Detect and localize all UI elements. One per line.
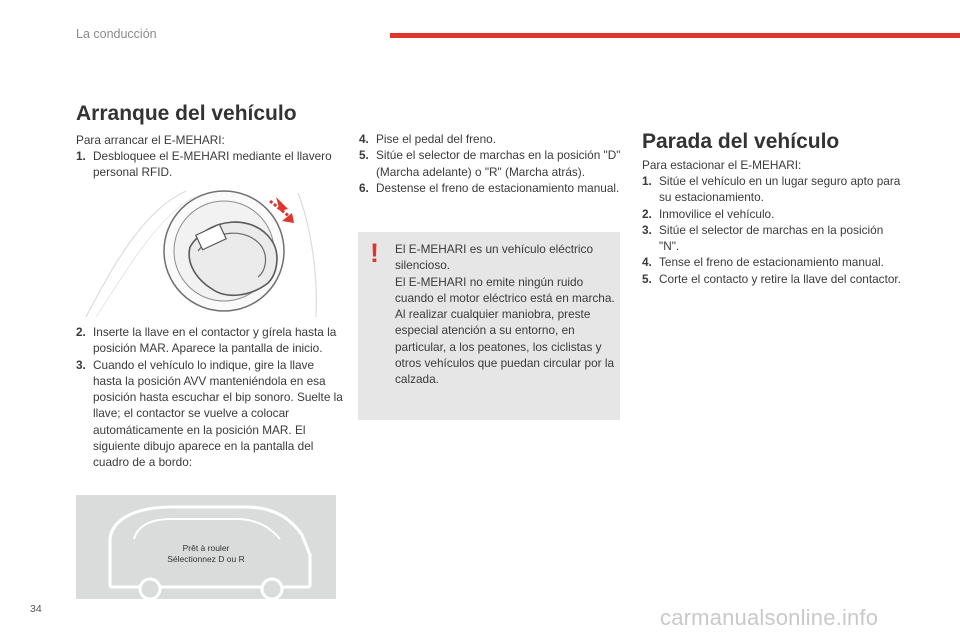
- list-item: [76, 324, 344, 357]
- step-text: Desbloquee el E-MEHARI mediante el llavero personal RFID.: [93, 149, 332, 180]
- start-steps-part2: [76, 324, 344, 471]
- step-text: Destense el freno de estacionamiento manual.: [376, 180, 620, 195]
- ignition-key-icon: [76, 189, 336, 319]
- list-item: [359, 131, 621, 147]
- list-item: [359, 180, 621, 196]
- step-text: Sitúe el selector de marchas en la posición "D" (Marcha adelante) o "R" (Marcha atrás).: [376, 148, 621, 179]
- step-text: Tense el freno de estacionamiento manual.: [659, 255, 884, 270]
- warning-box: [358, 232, 620, 420]
- stop-steps: [642, 173, 904, 287]
- list-item: [642, 206, 904, 222]
- step-number: 2.: [76, 325, 86, 339]
- step-number: 5.: [642, 271, 652, 286]
- list-item: [642, 173, 904, 206]
- step-number: 5.: [359, 148, 369, 163]
- step-text: Sitúe el vehículo en un lugar seguro apto para su estacionamiento.: [659, 174, 901, 205]
- step-number: 3.: [76, 357, 86, 372]
- start-steps-part3: [359, 131, 621, 196]
- step-number: 2.: [642, 206, 652, 221]
- start-title: Arranque del vehículo: [76, 102, 297, 125]
- step-number: 3.: [642, 222, 652, 237]
- list-item: [642, 271, 904, 287]
- list-item: [642, 254, 904, 270]
- section-header: La conducción: [76, 27, 157, 41]
- start-steps-part1: [76, 148, 341, 181]
- step-text: Corte el contacto y retire la llave del contactor.: [659, 271, 901, 286]
- step-text: Pise el pedal del freno.: [376, 132, 497, 146]
- list-item: [76, 148, 341, 181]
- step-number: 6.: [359, 180, 369, 195]
- warning-text: El E-MEHARI es un vehículo eléctrico silencioso. El E-MEHARI no emite ningún ruido cuando el motor eléctrico está en marcha. Al realizar cualquier maniobra, preste especial atención a su entorno, en particular, a los peatones, los ciclistas y otros vehículos que puedan circular por la calzada.: [395, 242, 615, 387]
- start-intro: Para arrancar el E-MEHARI:: [76, 133, 225, 147]
- exclamation-icon: !: [370, 238, 379, 268]
- step-text: Cuando el vehículo lo indique, gire la llave hasta la posición AVV manteniéndola en esa posición hasta escuchar el bip sonoro. Suelte la llave; el contactor se vuelve a colocar automáticamente en la posición MAR. El siguiente dibujo aparece en la pantalla del cuadro de a bordo:: [93, 357, 343, 470]
- step-number: 4.: [642, 255, 652, 270]
- step-number: 4.: [359, 132, 369, 146]
- dashboard-line-ready: Prêt à rouler: [182, 543, 230, 553]
- list-item: [642, 222, 904, 255]
- page-number: 34: [30, 603, 42, 615]
- dashboard-display-illustration: [76, 495, 336, 599]
- header-accent-bar: [390, 33, 960, 38]
- step-text: Sitúe el selector de marchas en la posición "N".: [659, 222, 884, 254]
- step-number: 1.: [76, 149, 86, 163]
- step-number: 1.: [642, 174, 652, 188]
- stop-intro: Para estacionar el E-MEHARI:: [642, 158, 802, 172]
- stop-title: Parada del vehículo: [642, 130, 840, 153]
- list-item: [76, 357, 344, 471]
- list-item: [359, 147, 621, 180]
- watermark: carmanualsonline.info: [660, 605, 879, 630]
- step-text: Inserte la llave en el contactor y gírela hasta la posición MAR. Aparece la pantalla de inicio.: [93, 325, 337, 356]
- dashboard-line-select: Sélectionnez D ou R: [167, 554, 245, 564]
- step-text: Inmovilice el vehículo.: [659, 206, 775, 221]
